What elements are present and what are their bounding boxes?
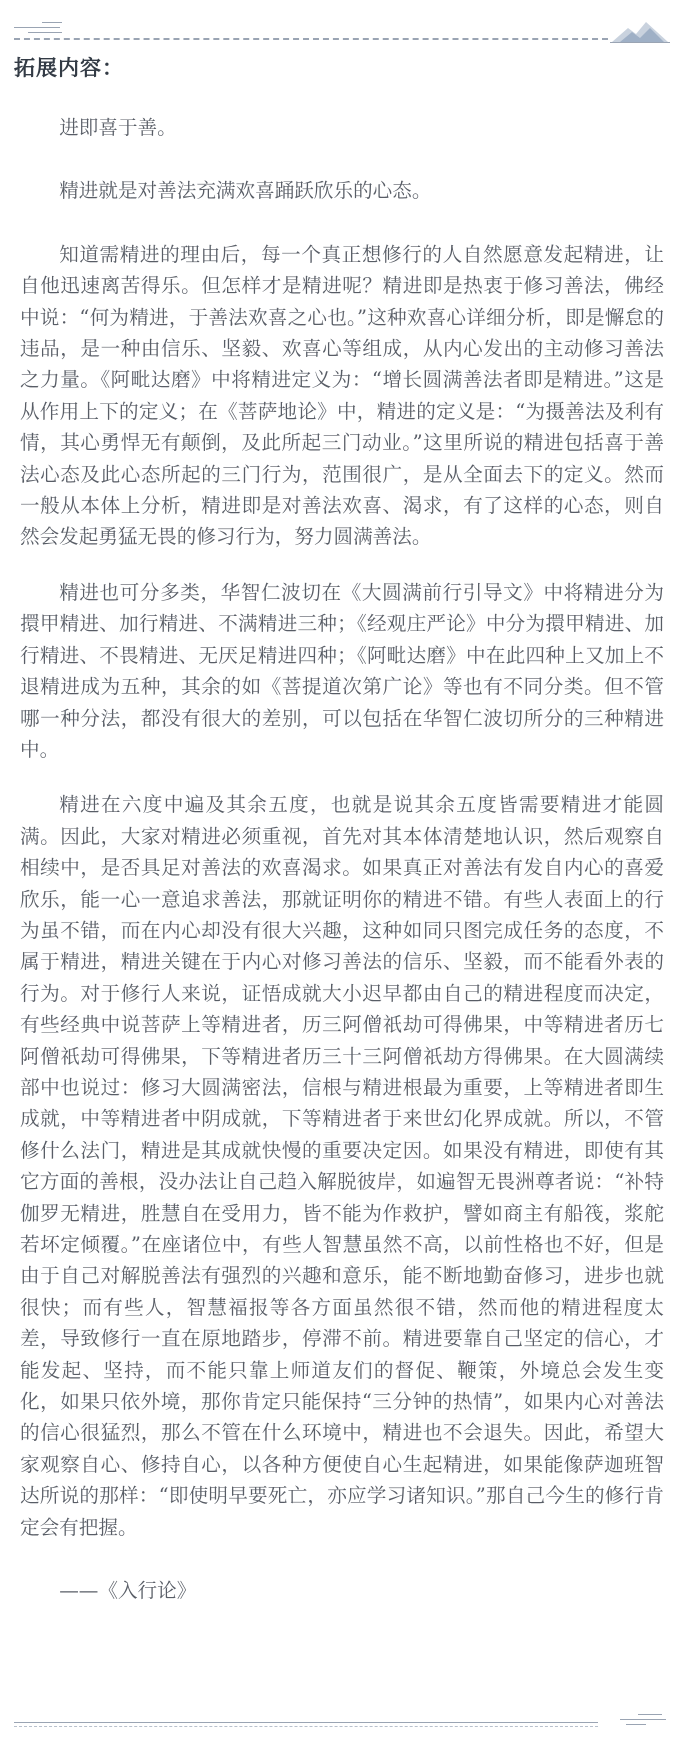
paragraph-2: 精进就是对善法充满欢喜踊跃欣乐的心态。 <box>59 179 432 203</box>
header-corner-lines <box>14 22 64 36</box>
source-citation: ——《入行论》 <box>59 1579 197 1603</box>
footer-corner-lines <box>620 1714 670 1730</box>
footer-dashed-rule <box>14 1726 598 1727</box>
footer-rule <box>14 1722 598 1723</box>
header-dashed-rule <box>14 38 608 40</box>
section-heading: 拓展内容： <box>14 56 124 80</box>
paragraph-5: 精进在六度中遍及其余五度，也就是说其余五度皆需要精进才能圆满。因此，大家对精进必须重视，首先对其本体清楚地认识，然后观察自相续中，是否具足对善法的欢喜渴求。如果真正对善法有发自内心的喜爱欣乐，能一心一意追求善法，那就证明你的精进不错。有些人表面上的行为虽不错，而在内心却没有很大兴趣，这种如同只图完成任务的态度，不属于精进，精进关键在于内心对修习善法的信乐、坚毅，而不能看外表的行为。对于修行人来说，证悟成就大小迟早都由自己的精进程度而决定，有些经典中说菩萨上等精进者，历三阿僧祇劫可得佛果，中等精进者历七阿僧祇劫可得佛果，下等精进者历三十三阿僧祇劫方得佛果。在大圆满续部中也说过：修习大圆满密法，信根与精进根最为重要，上等精进者即生成就，中等精进者中阴成就，下等精进者于来世幻化界成就。所以，不管修什么法门，精进是其成就快慢的重要决定因。如果没有精进，即使有其它方面的善根，没办法让自己趋入解脱彼岸，如遍智无畏洲尊者说：“补特伽罗无精进，胜慧自在受用力，皆不能为作救护，譬如商主有船筏，浆舵若坏定倾覆。”在座诸位中，有些人智慧虽然不高，以前性格也不好，但是由于自己对解脱善法有强烈的兴趣和意乐，能不断地勤奋修习，进步也就很快；而有些人，智慧福报等各方面虽然很不错，然而他的精进程度太差，导致修行一直在原地踏步，停滞不前。精进要靠自己坚定的信心，才能发起、坚持，而不能只靠上师道友们的督促、鞭策，外境总会发生变化，如果只依外境，那你肯定只能保持“三分钟的热情”，如果内心对善法的信心很猛烈，那么不管在什么环境中，精进也不会退失。因此，希望大家观察自心、修持自心，以各种方便使自心生起精进，如果能像萨迦班智达所说的那样：“即使明早要死亡，亦应学习诸知识。”那自己今生的修行肯定会有把握。 <box>20 793 664 1539</box>
paragraph-1: 进即喜于善。 <box>59 116 177 139</box>
paragraph-4: 精进也可分多类，华智仁波切在《大圆满前行引导文》中将精进分为擐甲精进、加行精进、不满精进三种；《经观庄严论》中分为擐甲精进、加行精进、不畏精进、无厌足精进四种；《阿毗达磨》中在此四种上又加上不退精进成为五种，其余的如《菩提道次第广论》等也有不同分类。但不管哪一种分法，都没有很大的差别，可以包括在华智仁波切所分的三种精进中。 <box>20 580 664 761</box>
mountain-icon <box>610 20 670 44</box>
article-body <box>20 112 664 1606</box>
paragraph-3: 知道需精进的理由后，每一个真正想修行的人自然愿意发起精进，让自他迅速离苦得乐。但怎样才是精进呢？精进即是热衷于修习善法，佛经中说：“何为精进，于善法欢喜之心也。”这种欢喜心详细分析，即是懈怠的违品，是一种由信乐、坚毅、欢喜心等组成，从内心发出的主动修习善法之力量。《阿毗达磨》中将精进定义为：“增长圆满善法者即是精进。”这是从作用上下的定义；在《菩萨地论》中，精进的定义是：“为摄善法及利有情，其心勇悍无有颠倒，及此所起三门动业。”这里所说的精进包括喜于善法心态及此心态所起的三门行为，范围很广，是从全面去下的定义。然而一般从本体上分析，精进即是对善法欢喜、渴求，有了这样的心态，则自然会发起勇猛无畏的修习行为，努力圆满善法。 <box>20 242 664 549</box>
